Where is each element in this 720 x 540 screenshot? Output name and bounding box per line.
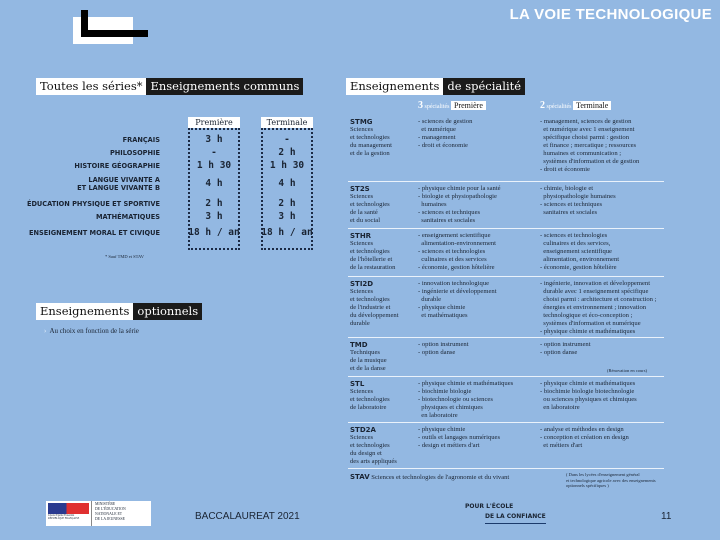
divider: [348, 337, 664, 338]
header-part: Enseignements: [36, 303, 133, 320]
series-desc: Sciences et technologies de laboratoire: [350, 388, 390, 411]
series-desc: Techniques de la musique et de la danse: [350, 349, 387, 372]
series-desc: Sciences et technologies de l'industrie et du développement durable: [350, 288, 399, 327]
series-code: STD2A: [350, 426, 376, 434]
series-row: [350, 232, 416, 272]
terminale-specialties: - sciences et technologies culinaires et des services, enseignement scientifique alimentation, environnement - économie, gestion hôtelière: [540, 232, 620, 271]
series-desc: Sciences et technologies de la santé et du social: [350, 193, 390, 224]
terminale-hours: 2 h: [278, 147, 296, 158]
subject-name: PHILOSOPHIE: [109, 149, 160, 157]
ministry-name: MINISTÈRE DE L'ÉDUCATION NATIONALE ET DE LA JEUNESSE: [91, 501, 129, 526]
premiere-specialties: - sciences de gestion et numérique - management - droit et économie: [418, 118, 473, 149]
header-part: optionnels: [133, 303, 202, 320]
divider: [348, 376, 664, 377]
series-row: [350, 118, 416, 158]
series-desc: Sciences et technologies de l'hôtellerie et de la restauration: [350, 240, 396, 271]
header-part: Enseignements communs: [146, 78, 303, 95]
premiere-hours: 1 h 30: [196, 160, 232, 171]
subject-name: ÉDUCATION PHYSIQUE ET SPORTIVE: [26, 200, 160, 208]
premiere-hours: 2 h: [205, 198, 223, 209]
series-row: [350, 280, 416, 328]
optional-header: [36, 302, 202, 320]
b: Première: [451, 101, 486, 110]
divider: [348, 468, 664, 469]
spec-header: [346, 77, 525, 95]
page-number: 11: [661, 511, 672, 522]
ministry-logo: [46, 501, 151, 526]
terminale-hours: -: [284, 134, 290, 145]
terminale-hours: 18 h / an: [261, 227, 313, 238]
logo-corner: [81, 10, 148, 37]
col-premiere: Première: [188, 117, 240, 128]
series-code: STHR: [350, 232, 372, 240]
optional-text: [44, 327, 139, 335]
series-code: TMD: [350, 341, 368, 349]
desc: Sciences et technologies de l'agronomie et du vivant: [371, 474, 510, 481]
terminale-hours: 4 h: [278, 178, 296, 189]
subject-name: ENSEIGNEMENT MORAL ET CIVIQUE: [29, 229, 160, 237]
series-row: [350, 380, 416, 412]
terminale-specialties: - option instrument - option danse: [540, 341, 591, 356]
divider: [348, 276, 664, 277]
series-row: [350, 426, 416, 466]
subject-name: HISTOIRE GÉOGRAPHIE: [74, 162, 160, 170]
terminale-specialties: - analyse et méthodes en design - conception et création en design et métiers d'art: [540, 426, 629, 449]
subject-name: FRANÇAIS: [122, 136, 160, 144]
premiere-specialties: - enseignement scientifique alimentation-environnement - sciences et technologies culinaires et des services - économie, gestion hôtelière: [418, 232, 497, 271]
code: STAV: [350, 473, 370, 481]
stav-note: ( Dans les lycées d'enseignement général et technologique agricole avec des enseignements optionnels spécifiques ): [566, 472, 656, 488]
divider: [348, 422, 664, 423]
footer-bac: BACCALAUREAT 2021: [195, 511, 300, 522]
slogan-1: POUR L'ÉCOLE: [465, 503, 514, 510]
premiere-specialties: - option instrument - option danse: [418, 341, 469, 356]
subject-name: MATHÉMATIQUES: [96, 213, 160, 221]
premiere-hours: -: [211, 147, 217, 158]
chevron-right-icon: ›: [44, 327, 47, 335]
premiere-hours: 4 h: [205, 178, 223, 189]
marianne-icon: [46, 501, 91, 526]
n: 2: [540, 100, 545, 111]
l: spécialités: [546, 104, 572, 110]
premiere-hours: 3 h: [205, 134, 223, 145]
premiere-hours: 3 h: [205, 211, 223, 222]
terminale-specialties: - ingénierie, innovation et développement durable avec 1 enseignement spécifique choisi parmi : architecture et construction ; énergies et environnement ; innovation technologique et éco-conception ; systèmes d'information et numérique - physique chimie et mathématiques: [540, 280, 657, 335]
terminale-specialties: - management, sciences de gestion et numérique avec 1 enseignement spécifique choisi parmi : gestion et finance ; mercatique ; ressources humaines et communication ; systèmes d'information et de gestion - droit et économie: [540, 118, 640, 173]
series-code: STMG: [350, 118, 373, 126]
spec-premiere-label: [418, 100, 486, 111]
republic: Liberté Égalité Fraternité RÉPUBLIQUE FRANÇAISE: [48, 514, 80, 520]
series-code: ST2S: [350, 185, 370, 193]
l: spécialités: [424, 104, 450, 110]
header-part: Toutes les séries*: [36, 78, 146, 95]
terminale-hours: 3 h: [278, 211, 296, 222]
premiere-specialties: - physique chimie pour la santé - biologie et physiopathologie humaines - sciences et techniques sanitaires et sociales: [418, 185, 501, 224]
subject-name: LANGUE VIVANTE A ET LANGUE VIVANTE B: [77, 176, 160, 192]
header-part: de spécialité: [443, 78, 525, 95]
divider: [348, 228, 664, 229]
row-note: (Rénovation en cours): [607, 368, 647, 373]
terminale-specialties: - physique chimie et mathématiques - biochimie biologie biotechnologie ou sciences physiques et chimiques en laboratoire: [540, 380, 637, 411]
series-row: [350, 185, 416, 225]
stav-row: [350, 473, 509, 481]
page-title: LA VOIE TECHNOLOGIQUE: [509, 6, 712, 23]
text: Au choix en fonction de la série: [49, 327, 139, 335]
series-code: STL: [350, 380, 365, 388]
series-desc: Sciences et technologies du management et de la gestion: [350, 126, 392, 157]
spec-terminale-label: [540, 100, 611, 111]
b: Terminale: [573, 101, 611, 110]
premiere-specialties: - innovation technologique - ingénierie et développement durable - physique chimie et mathématiques: [418, 280, 497, 319]
footnote: * Sauf TMD et STAV: [105, 254, 144, 259]
premiere-specialties: - physique chimie - outils et langages numériques - design et métiers d'art: [418, 426, 501, 449]
terminale-hours: 2 h: [278, 198, 296, 209]
series-code: STI2D: [350, 280, 374, 288]
series-desc: Sciences et technologies du design et des arts appliqués: [350, 434, 397, 465]
slogan-2: DE LA CONFIANCE: [485, 513, 546, 524]
premiere-specialties: - physique chimie et mathématiques - biochimie biologie - biotechnologie ou sciences physiques et chimiques en laboratoire: [418, 380, 514, 419]
terminale-specialties: - chimie, biologie et physiopathologie humaines - sciences et techniques sanitaires et sociales: [540, 185, 616, 216]
terminale-hours: 1 h 30: [269, 160, 305, 171]
n: 3: [418, 100, 423, 111]
col-terminale: Terminale: [261, 117, 313, 128]
premiere-hours: 18 h / an: [188, 227, 240, 238]
header-part: Enseignements: [346, 78, 443, 95]
note: Sauf TMD et STAV: [108, 254, 144, 259]
divider: [348, 181, 664, 182]
common-header: [36, 77, 303, 95]
series-row: [350, 341, 416, 373]
